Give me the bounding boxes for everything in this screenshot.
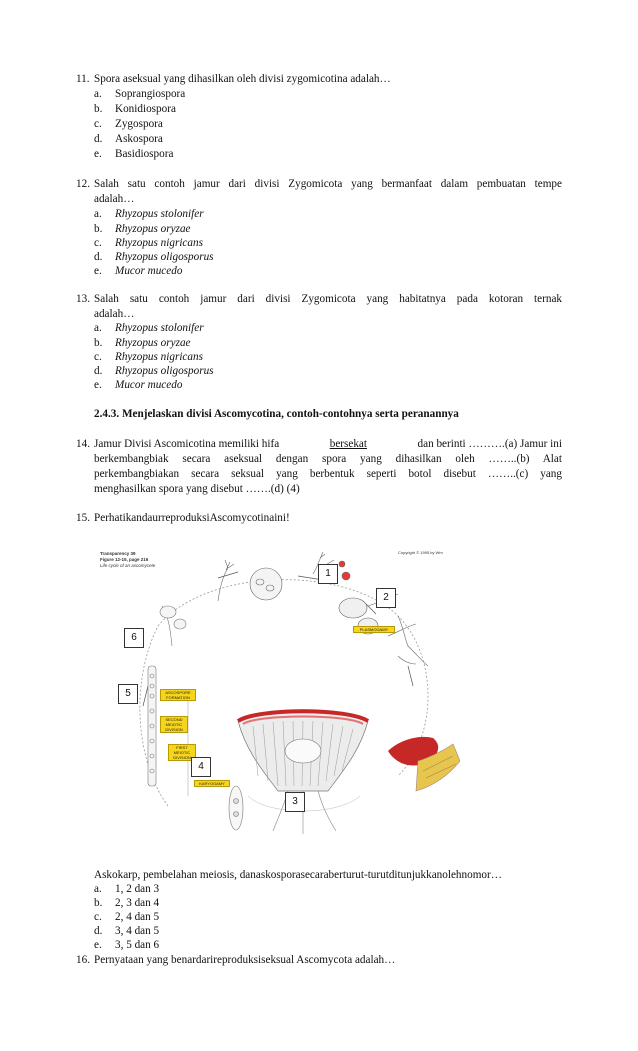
option-text: Rhyzopus oligosporus — [115, 251, 214, 263]
option-text: Rhyzopus oryzae — [115, 223, 191, 235]
figure-copyright: Copyright © 1995 by Wm — [398, 550, 443, 555]
question-line-3: perkembangbiakan secara seksual yang berbentuk seperti botol disebut ……..(c) yang — [94, 468, 562, 480]
question-text: Pernyataan yang benardarireproduksiseksual Ascomycota adalah… — [94, 954, 396, 966]
question-text-cont: adalah… — [94, 308, 135, 320]
ascomycete-life-cycle-figure — [98, 546, 462, 838]
question-number: 11. — [76, 73, 90, 85]
option-text: Mucor mucedo — [115, 379, 183, 391]
option-text: 2, 3 dan 4 — [115, 897, 160, 909]
option-letter: d. — [94, 251, 103, 263]
option-text: 3, 5 dan 6 — [115, 939, 160, 951]
option-text: Soprangiospora — [115, 88, 186, 100]
option-text: Zygospora — [115, 118, 163, 130]
option-letter: b. — [94, 103, 103, 115]
option-text: Rhyzopus stolonifer — [115, 322, 204, 334]
option-text: 1, 2 dan 3 — [115, 883, 160, 895]
option-letter: d. — [94, 365, 103, 377]
option-letter: e. — [94, 148, 102, 160]
diagram-label-6: 6 — [124, 628, 144, 648]
option-letter: d. — [94, 925, 103, 937]
option-text: Konidiospora — [115, 103, 176, 115]
option-letter: e. — [94, 379, 102, 391]
q14-underlined-word: bersekat — [329, 438, 367, 450]
question-number: 14. — [76, 438, 90, 450]
option-letter: a. — [94, 208, 102, 220]
diagram-label-2: 2 — [376, 588, 396, 608]
question-subtext: Askokarp, pembelahan meiosis, danaskosporasecaraberturut-turutditunjukkanolehnomor… — [94, 869, 502, 881]
diagram-label-3: 3 — [285, 792, 305, 812]
option-letter: e. — [94, 265, 102, 277]
option-letter: a. — [94, 883, 102, 895]
option-letter: c. — [94, 118, 102, 130]
option-text: 3, 4 dan 5 — [115, 925, 160, 937]
option-text: Rhyzopus oryzae — [115, 337, 191, 349]
option-letter: c. — [94, 351, 102, 363]
option-text: Rhyzopus stolonifer — [115, 208, 204, 220]
diagram-label-1: 1 — [318, 564, 338, 584]
option-text: Basidiospora — [115, 148, 174, 160]
second-meiotic-division-label: SECOND MEIOTIC DIVISION — [160, 716, 188, 733]
diagram-label-4: 4 — [191, 757, 211, 777]
figure-header-2: Figure 12-15, page 216 — [100, 557, 149, 562]
question-number: 15. — [76, 512, 90, 524]
diagram-label-5: 5 — [118, 684, 138, 704]
question-number: 13. — [76, 293, 90, 305]
question-text: Salah satu contoh jamur dari divisi Zygomicota yang bermanfaat dalam pembuatan tempe — [94, 178, 562, 190]
question-text-cont: adalah… — [94, 193, 135, 205]
question-line-2: berkembangbiak secara aseksual dengan spora yang dihasilkan oleh ……..(b) Alat — [94, 453, 562, 465]
figure-header-1: Transparency 39 — [100, 551, 136, 556]
plasmogamy-label: PLASMOGAMY — [353, 626, 395, 633]
question-text: PerhatikandaurreproduksiAscomycotinaini! — [94, 512, 290, 524]
life-cycle-diagram — [98, 546, 462, 838]
option-letter: c. — [94, 237, 102, 249]
question-number: 12. — [76, 178, 90, 190]
question-line-1 — [94, 437, 562, 452]
q14-line1-end: dan berinti ……….(a) Jamur ini — [417, 438, 562, 450]
option-text: Mucor mucedo — [115, 265, 183, 277]
question-text: Salah satu contoh jamur dari divisi Zygomicota yang habitatnya pada kotoran ternak — [94, 293, 562, 305]
question-line-4: menghasilkan spora yang disebut …….(d) (4) — [94, 483, 300, 495]
option-text: Rhyzopus nigricans — [115, 237, 203, 249]
option-text: Rhyzopus nigricans — [115, 351, 203, 363]
question-text: Spora aseksual yang dihasilkan oleh divisi zygomicotina adalah… — [94, 73, 391, 85]
first-meiotic-division-label: FIRST MEIOTIC DIVISION — [168, 744, 196, 761]
q14-line1-start: Jamur Divisi Ascomicotina memiliki hifa — [94, 438, 280, 450]
karyogamy-label: KARYOGAMY — [194, 780, 230, 787]
option-letter: e. — [94, 939, 102, 951]
option-text: Askospora — [115, 133, 163, 145]
option-letter: b. — [94, 337, 103, 349]
option-letter: c. — [94, 911, 102, 923]
option-letter: d. — [94, 133, 103, 145]
option-letter: a. — [94, 88, 102, 100]
option-text: Rhyzopus oligosporus — [115, 365, 214, 377]
option-letter: b. — [94, 223, 103, 235]
figure-header-3: Life cycle of an ascomycete — [100, 563, 156, 568]
option-text: 2, 4 dan 5 — [115, 911, 160, 923]
ascospore-formation-label: ASCOSPORE FORMATION — [160, 689, 196, 701]
option-letter: b. — [94, 897, 103, 909]
section-heading: 2.4.3. Menjelaskan divisi Ascomycotina, contoh-contohnya serta peranannya — [94, 408, 459, 420]
option-letter: a. — [94, 322, 102, 334]
question-number: 16. — [76, 954, 90, 966]
